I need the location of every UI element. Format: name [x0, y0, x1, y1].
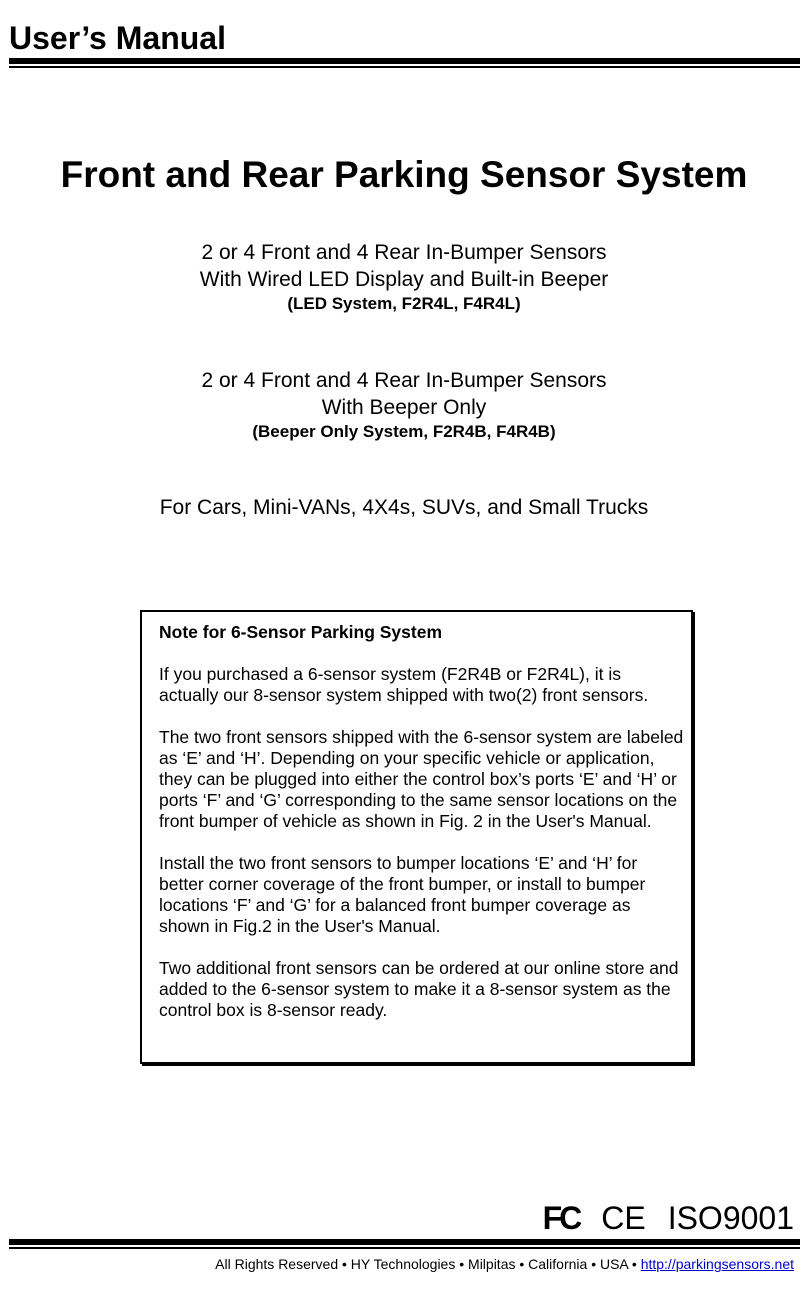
- note-paragraph: Install the two front sensors to bumper locations ‘E’ and ‘H’ for better corner coverage of the front bumper, or install to bumper locations ‘F’ and ‘G’ for a balanced front bumper coverage as shown in Fig.2 in the User's Manual.: [159, 853, 646, 936]
- vehicles-line: For Cars, Mini-VANs, 4X4s, SUVs, and Small Trucks: [159, 496, 649, 519]
- beeper-system-models: (Beeper Only System, F2R4B, F4R4B): [252, 422, 556, 441]
- beeper-system-line1: 2 or 4 Front and 4 Rear In-Bumper Sensors: [201, 369, 607, 392]
- beeper-system-line2: With Beeper Only: [321, 396, 487, 419]
- note-paragraph: Two additional front sensors can be ordered at our online store and added to the 6-sensor system to make it a 8-sensor system as the control box is 8-sensor ready.: [159, 958, 679, 1020]
- header-rule-thick: [9, 58, 800, 64]
- ce-mark-icon: CE: [601, 1200, 646, 1236]
- led-system-line1: 2 or 4 Front and 4 Rear In-Bumper Sensors: [201, 241, 607, 264]
- footer-rule-thick: [9, 1239, 800, 1245]
- header-title: User’s Manual: [9, 20, 226, 56]
- certification-marks: [543, 1198, 794, 1238]
- document-title: Front and Rear Parking Sensor System: [60, 154, 748, 195]
- footer-rule-thin: [9, 1247, 800, 1249]
- footer: [215, 1255, 794, 1273]
- led-system-line2: With Wired LED Display and Built-in Beeper: [199, 268, 609, 291]
- footer-text: All Rights Reserved • HY Technologies • Milpitas • California • USA •: [215, 1256, 641, 1272]
- fc-mark-icon: FC: [542, 1200, 580, 1236]
- note-paragraph: The two front sensors shipped with the 6-sensor system are labeled as ‘E’ and ‘H’. Depending on your specific vehicle or application, they can be plugged into either the control box’s ports ‘E’ and ‘H’ or ports ‘F’ and ‘G’ corresponding to the same sensor locations on the front bumper of vehicle as shown in Fig. 2 in the User's Manual.: [159, 727, 684, 831]
- note-heading: Note for 6-Sensor Parking System: [159, 622, 442, 642]
- note-paragraph: If you purchased a 6-sensor system (F2R4B or F2R4L), it is actually our 8-sensor system shipped with two(2) front sensors.: [159, 664, 649, 705]
- note-content: [159, 622, 684, 1021]
- note-box: [140, 610, 693, 1064]
- iso-certification: ISO9001: [667, 1200, 794, 1236]
- website-link[interactable]: http://parkingsensors.net: [640, 1256, 794, 1272]
- header-rule-thin: [9, 66, 800, 68]
- led-system-models: (LED System, F2R4L, F4R4L): [287, 294, 521, 313]
